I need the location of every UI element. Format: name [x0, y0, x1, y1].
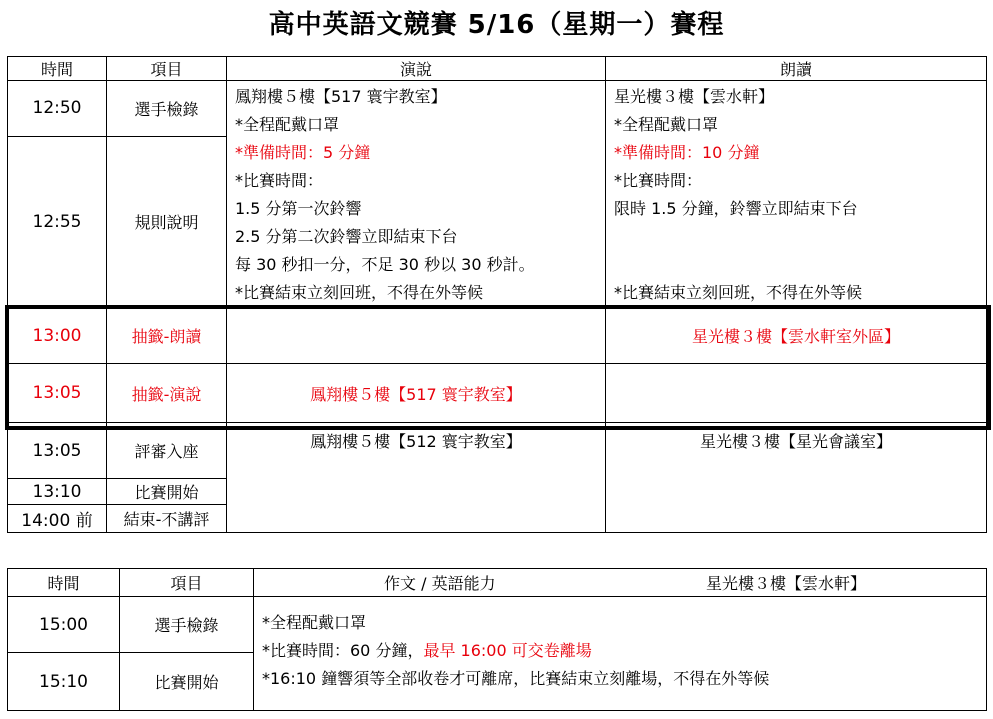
row-item: 選手檢錄: [120, 597, 254, 653]
page-title: 高中英語文競賽 5/16（星期一）賽程: [268, 10, 725, 40]
table-row: [8, 423, 987, 479]
row-item: 規則說明: [107, 136, 227, 307]
table-row: [8, 81, 987, 137]
draw-reading-location: 星光樓３樓【雲水軒室外區】: [606, 308, 987, 364]
header-item: 項目: [120, 569, 254, 597]
table-row: [8, 597, 987, 653]
reading-prep-time: *準備時間：10 分鐘: [614, 143, 760, 162]
reading-mask: *全程配戴口罩: [614, 115, 719, 134]
row-item: 結束-不講評: [107, 505, 227, 533]
header-reading: 朗讀: [606, 57, 987, 81]
speech-rule-3: 每 30 秒扣一分，不足 30 秒以 30 秒計。: [235, 255, 535, 274]
row-time: 13:10: [8, 479, 107, 505]
table-row: [8, 308, 987, 364]
speech-leave-note: *比賽結束立刻回班，不得在外等候: [235, 283, 484, 302]
header-speech: 演說: [227, 57, 606, 81]
reading-rule-1: 限時 1.5 分鐘，鈴響立即結束下台: [614, 199, 858, 218]
row-item: 抽籤-演說: [107, 364, 227, 423]
reading-location: 星光樓３樓【雲水軒】: [614, 87, 775, 106]
row-time: 15:10: [8, 653, 120, 711]
empty-cell: [227, 308, 606, 364]
row-time: 13:00: [8, 308, 107, 364]
header-time: 時間: [8, 57, 107, 81]
header-time: 時間: [8, 569, 120, 597]
speech-location: 鳳翔樓５樓【517 寰宇教室】: [235, 87, 447, 106]
reading-leave-note: *比賽結束立刻回班，不得在外等候: [614, 283, 863, 302]
row-item: 抽籤-朗讀: [107, 308, 227, 364]
schedule-table-speech-reading: [7, 56, 987, 533]
judge-speech-location: 鳳翔樓５樓【512 寰宇教室】: [227, 423, 606, 533]
row-time: 12:50: [8, 81, 107, 137]
speech-prep-time: *準備時間：5 分鐘: [235, 143, 371, 162]
speech-time-label: *比賽時間：: [235, 171, 324, 190]
speech-rule-2: 2.5 分第二次鈴響立即結束下台: [235, 227, 458, 246]
speech-mask: *全程配戴口罩: [235, 115, 340, 134]
writing-earliest-leave: 最早 16:00 可交卷離場: [423, 641, 592, 660]
reading-info-cell: [606, 81, 987, 308]
header-writing: [254, 569, 987, 597]
speech-info-cell: [227, 81, 606, 308]
row-time: 15:00: [8, 597, 120, 653]
header-location: 星光樓３樓【雲水軒】: [705, 574, 866, 593]
row-item: 評審入座: [107, 423, 227, 479]
reading-time-label: *比賽時間：: [614, 171, 703, 190]
row-time: 14:00 前: [8, 505, 107, 533]
writing-time: [262, 637, 978, 665]
writing-info-cell: [254, 597, 987, 711]
row-item: 比賽開始: [120, 653, 254, 711]
writing-leave-note: *16:10 鐘響須等全部收卷才可離席，比賽結束立刻離場，不得在外等候: [262, 669, 770, 688]
header-subject: 作文 / 英語能力: [384, 574, 496, 593]
table-header-row: [8, 57, 987, 81]
speech-rule-1: 1.5 分第一次鈴響: [235, 199, 362, 218]
empty-cell: [606, 364, 987, 423]
row-item: 比賽開始: [107, 479, 227, 505]
table-header-row: [8, 569, 987, 597]
schedule-table-writing: [7, 568, 987, 711]
draw-speech-location: 鳳翔樓５樓【517 寰宇教室】: [227, 364, 606, 423]
table-row: [8, 364, 987, 423]
writing-time-prefix: *比賽時間：60 分鐘，: [262, 641, 424, 660]
row-time: 12:55: [8, 136, 107, 307]
row-item: 選手檢錄: [107, 81, 227, 137]
row-time: 13:05: [8, 364, 107, 423]
judge-reading-location: 星光樓３樓【星光會議室】: [606, 423, 987, 533]
row-time: 13:05: [8, 423, 107, 479]
writing-mask: *全程配戴口罩: [262, 613, 367, 632]
header-item: 項目: [107, 57, 227, 81]
